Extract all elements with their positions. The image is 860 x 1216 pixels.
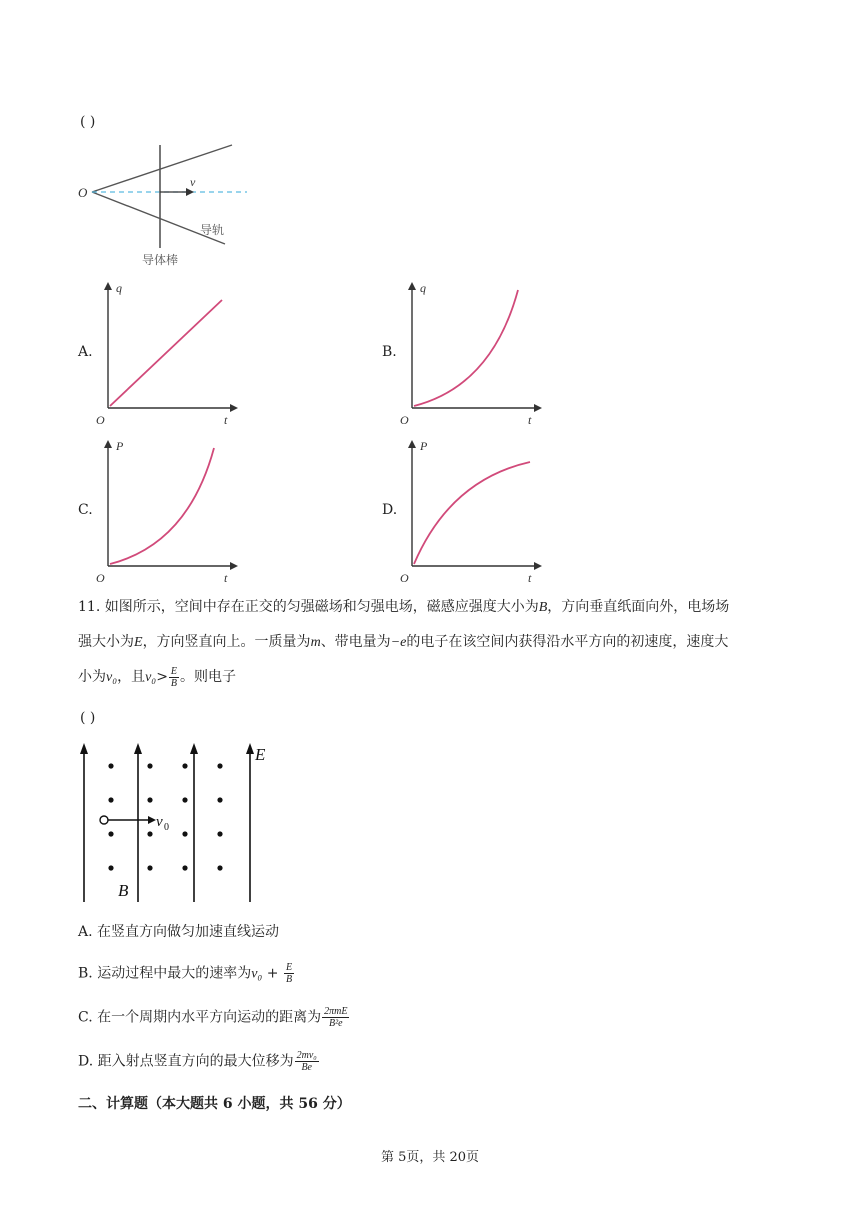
option-c-graph [92, 436, 242, 586]
origin-label: O [400, 571, 409, 585]
graph-curve [110, 300, 222, 406]
q11-option-d: D. 距入射点竖直方向的最大位移为 $\frac{\text{2mv₀}}{Be}$ [78, 1050, 317, 1073]
page-footer: 第 5页，共 20页 [380, 1150, 480, 1165]
x-axis-arrow-icon [230, 404, 238, 412]
y-axis-label: P [116, 439, 124, 453]
q10-bracket: ( ) [80, 114, 96, 130]
e-over-b-fraction: $\frac{E}{B}$ [170, 665, 178, 689]
velocity-label: v [190, 175, 196, 189]
option-c-letter: C. [78, 502, 93, 518]
x-axis-arrow-icon [534, 404, 542, 412]
rod-label: 导体棒 [142, 253, 179, 267]
b-field-dots-icon [108, 763, 222, 870]
electron-icon [100, 816, 108, 824]
origin-label: O [400, 413, 409, 427]
option-a-letter: A. [78, 344, 93, 360]
graph-curve [110, 448, 214, 564]
y-axis-arrow-icon [408, 282, 416, 290]
origin-label: O [96, 413, 105, 427]
graph-curve [414, 462, 530, 564]
x-axis-label: t [224, 571, 228, 585]
b-field-label: B [118, 881, 129, 900]
e-field-arrowheads-icon [80, 743, 254, 754]
rail-label: 导轨 [200, 223, 225, 237]
origin-label: O [96, 571, 105, 585]
q11-option-c: C. 在一个周期内水平方向运动的距离为 $\frac{\text{2πmE}}{\text{B²e}}$ [78, 1006, 348, 1029]
y-axis-label: P [420, 439, 428, 453]
v0-arrowhead-icon [148, 816, 156, 824]
v0-label: v [156, 814, 163, 830]
q11-option-a: A. 在竖直方向做匀加速直线运动 [78, 924, 280, 940]
y-axis-arrow-icon [408, 440, 416, 448]
option-d-letter: D. [382, 502, 398, 518]
field-diagram [70, 738, 290, 908]
x-axis-arrow-icon [230, 562, 238, 570]
rail-diagram [72, 140, 262, 270]
v0-subscript: 0 [164, 822, 169, 833]
velocity-arrowhead-icon [186, 188, 194, 196]
y-axis-arrow-icon [104, 282, 112, 290]
q11-stem: 11. 如图所示，空间中存在正交的匀强磁场和匀强电场，磁感应强度大小为B，方向垂直纸面向外，电场场 强大小为E，方向竖直向上。一质量为m、带电量为−e的电子在该空间内获得沿水平方向的初速度，速度大 小为v₀，且v₀> $\frac{E}{B}$ 。则电子 [78, 599, 730, 689]
y-axis-label: q [420, 281, 426, 295]
rail-origin-label: O [78, 185, 88, 200]
x-axis-label: t [528, 571, 532, 585]
e-field-label: E [255, 745, 266, 764]
graph-curve [414, 290, 518, 406]
x-axis-label: t [224, 413, 228, 427]
x-axis-arrow-icon [534, 562, 542, 570]
upper-rail [92, 145, 232, 192]
x-axis-label: t [528, 413, 532, 427]
option-b-graph [396, 278, 546, 428]
q11-bracket: ( ) [80, 710, 96, 726]
q11-option-b: B. 运动过程中最大的速率为v₀ + $\frac{E}{B}$ [78, 962, 293, 985]
option-b-letter: B. [382, 344, 397, 360]
y-axis-label: q [116, 281, 122, 295]
option-a-graph [92, 278, 242, 428]
section-heading: 二、计算题（本大题共 6 小题，共 56 分） [78, 1096, 351, 1112]
option-d-graph [396, 436, 546, 586]
y-axis-arrow-icon [104, 440, 112, 448]
